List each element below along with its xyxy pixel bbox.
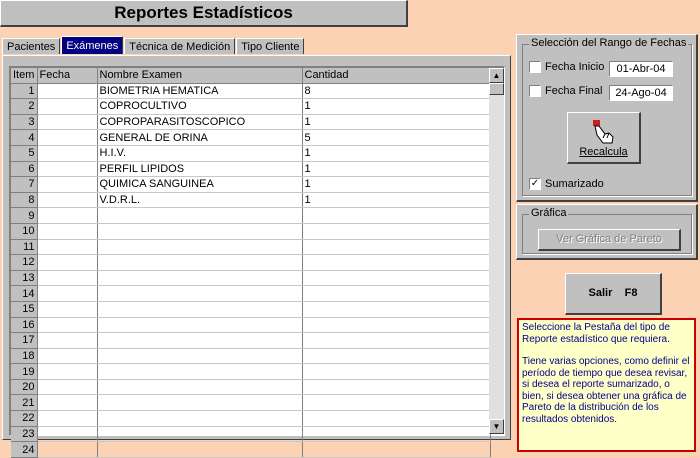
- cell-item: 18: [11, 348, 37, 364]
- cell-cantidad: [302, 255, 490, 271]
- cell-nombre-examen: [97, 270, 302, 286]
- column-header-cantidad[interactable]: Cantidad: [302, 68, 490, 83]
- table-row[interactable]: [11, 145, 490, 161]
- cell-nombre-examen: QUIMICA SANGUINEA: [97, 177, 302, 193]
- column-header-item[interactable]: Item: [11, 68, 37, 83]
- end-date-field[interactable]: 24-Ago-04: [609, 85, 673, 101]
- cell-item: 8: [11, 192, 37, 208]
- cell-nombre-examen: [97, 364, 302, 380]
- table-row[interactable]: [11, 379, 490, 395]
- cell-fecha: [37, 364, 97, 380]
- exit-button[interactable]: Salir F8: [565, 273, 662, 315]
- column-header-nombre-examen[interactable]: Nombre Examen: [97, 68, 302, 83]
- cell-fecha: [37, 239, 97, 255]
- results-grid[interactable]: [9, 66, 505, 456]
- help-text-1: Seleccione la Pestaña del tipo de Reporte estadístico que requiera.: [522, 322, 670, 345]
- cell-cantidad: 8: [302, 83, 490, 99]
- cell-nombre-examen: [97, 239, 302, 255]
- cell-cantidad: [302, 379, 490, 395]
- pointing-hand-icon: [589, 116, 619, 146]
- summarized-checkbox[interactable]: [529, 178, 541, 190]
- cell-nombre-examen: PERFIL LIPIDOS: [97, 161, 302, 177]
- cell-item: 21: [11, 395, 37, 411]
- cell-item: 9: [11, 208, 37, 224]
- results-table: [11, 68, 491, 458]
- cell-fecha: [37, 130, 97, 146]
- cell-item: 24: [11, 442, 37, 458]
- cell-cantidad: [302, 348, 490, 364]
- table-row[interactable]: [11, 317, 490, 333]
- cell-item: 5: [11, 145, 37, 161]
- cell-item: 19: [11, 364, 37, 380]
- cell-nombre-examen: [97, 286, 302, 302]
- cell-fecha: [37, 333, 97, 349]
- page-title: Reportes Estadísticos: [0, 0, 408, 27]
- cell-nombre-examen: H.I.V.: [97, 145, 302, 161]
- date-range-group: [522, 37, 692, 196]
- cell-nombre-examen: [97, 379, 302, 395]
- cell-nombre-examen: [97, 348, 302, 364]
- tab-tecnica-medicion[interactable]: Técnica de Medición: [124, 38, 235, 54]
- scroll-thumb[interactable]: [489, 83, 504, 95]
- scroll-down-arrow-icon[interactable]: ▼: [489, 419, 504, 434]
- table-row[interactable]: [11, 442, 490, 458]
- cell-cantidad: [302, 286, 490, 302]
- cell-cantidad: [302, 426, 490, 442]
- start-date-label: Fecha Inicio: [545, 61, 605, 73]
- cell-nombre-examen: [97, 333, 302, 349]
- cell-nombre-examen: COPROCULTIVO: [97, 99, 302, 115]
- cell-fecha: [37, 192, 97, 208]
- report-tabs: [2, 38, 305, 56]
- cell-fecha: [37, 426, 97, 442]
- cell-fecha: [37, 145, 97, 161]
- cell-nombre-examen: COPROPARASITOSCOPICO: [97, 114, 302, 130]
- cell-item: 20: [11, 379, 37, 395]
- cell-cantidad: [302, 395, 490, 411]
- cell-fecha: [37, 114, 97, 130]
- cell-fecha: [37, 255, 97, 271]
- tab-pacientes[interactable]: Pacientes: [2, 38, 60, 54]
- table-row[interactable]: [11, 208, 490, 224]
- cell-item: 17: [11, 333, 37, 349]
- table-row[interactable]: [11, 99, 490, 115]
- table-row[interactable]: [11, 192, 490, 208]
- cell-item: 10: [11, 223, 37, 239]
- cell-item: 4: [11, 130, 37, 146]
- cell-item: 1: [11, 83, 37, 99]
- cell-fecha: [37, 208, 97, 224]
- cell-item: 12: [11, 255, 37, 271]
- cell-cantidad: 1: [302, 192, 490, 208]
- cell-fecha: [37, 83, 97, 99]
- cell-item: 2: [11, 99, 37, 115]
- cell-item: 23: [11, 426, 37, 442]
- help-panel: [517, 318, 696, 452]
- cell-cantidad: 1: [302, 99, 490, 115]
- cell-fecha: [37, 317, 97, 333]
- cell-nombre-examen: [97, 442, 302, 458]
- table-row[interactable]: [11, 286, 490, 302]
- pareto-chart-button[interactable]: Ver Gráfica de Pareto: [538, 229, 681, 251]
- cell-item: 14: [11, 286, 37, 302]
- end-date-checkbox[interactable]: [529, 85, 541, 97]
- help-text-2: Tiene varias opciones, como definir el período de tiempo que desea revisar, si desea el reporte sumarizado, o bien, si desea obtener una gráfica de Pareto de la distribución de los resultados obtenidos.: [522, 356, 690, 425]
- cell-cantidad: [302, 317, 490, 333]
- chart-panel: [516, 204, 698, 260]
- table-row[interactable]: [11, 223, 490, 239]
- recalculate-label: Recalcula: [579, 146, 628, 158]
- cell-nombre-examen: GENERAL DE ORINA: [97, 130, 302, 146]
- cell-cantidad: 1: [302, 177, 490, 193]
- cell-cantidad: [302, 239, 490, 255]
- chart-group: [522, 207, 692, 254]
- table-row[interactable]: [11, 130, 490, 146]
- table-row[interactable]: [11, 270, 490, 286]
- table-row[interactable]: [11, 177, 490, 193]
- cell-item: 16: [11, 317, 37, 333]
- cell-nombre-examen: [97, 395, 302, 411]
- cell-cantidad: 5: [302, 130, 490, 146]
- table-row[interactable]: [11, 255, 490, 271]
- cell-item: 13: [11, 270, 37, 286]
- table-row[interactable]: [11, 301, 490, 317]
- start-date-checkbox[interactable]: [529, 61, 541, 73]
- tab-examenes[interactable]: Exámenes: [61, 36, 123, 54]
- cell-item: 11: [11, 239, 37, 255]
- cell-nombre-examen: BIOMETRIA HEMATICA: [97, 83, 302, 99]
- cell-nombre-examen: [97, 317, 302, 333]
- summarized-label: Sumarizado: [545, 178, 604, 190]
- grid-body: [11, 83, 490, 457]
- date-range-legend: Selección del Rango de Fechas: [531, 37, 687, 49]
- cell-cantidad: [302, 270, 490, 286]
- vertical-scrollbar[interactable]: [489, 68, 504, 434]
- cell-fecha: [37, 395, 97, 411]
- grid-header-row: [11, 68, 490, 83]
- cell-cantidad: 1: [302, 145, 490, 161]
- table-row[interactable]: [11, 333, 490, 349]
- cell-item: 7: [11, 177, 37, 193]
- cell-nombre-examen: V.D.R.L.: [97, 192, 302, 208]
- chart-legend: Gráfica: [531, 207, 567, 219]
- table-row[interactable]: [11, 83, 490, 99]
- cell-nombre-examen: [97, 426, 302, 442]
- table-row[interactable]: [11, 161, 490, 177]
- cell-cantidad: [302, 411, 490, 427]
- cell-cantidad: [302, 301, 490, 317]
- cell-fecha: [37, 379, 97, 395]
- cell-cantidad: 1: [302, 161, 490, 177]
- cell-item: 3: [11, 114, 37, 130]
- cell-nombre-examen: [97, 411, 302, 427]
- table-row[interactable]: [11, 239, 490, 255]
- cell-cantidad: [302, 208, 490, 224]
- cell-cantidad: [302, 364, 490, 380]
- cell-fecha: [37, 161, 97, 177]
- cell-fecha: [37, 411, 97, 427]
- cell-nombre-examen: [97, 301, 302, 317]
- cell-cantidad: [302, 442, 490, 458]
- tab-tipo-cliente[interactable]: Tipo Cliente: [236, 38, 304, 54]
- cell-fecha: [37, 348, 97, 364]
- date-range-panel: [516, 34, 698, 202]
- cell-fecha: [37, 442, 97, 458]
- cell-fecha: [37, 223, 97, 239]
- cell-fecha: [37, 270, 97, 286]
- cell-item: 15: [11, 301, 37, 317]
- table-row[interactable]: [11, 364, 490, 380]
- cell-item: 22: [11, 411, 37, 427]
- table-row[interactable]: [11, 395, 490, 411]
- cell-nombre-examen: [97, 255, 302, 271]
- table-row[interactable]: [11, 426, 490, 442]
- recalculate-button[interactable]: [567, 112, 641, 164]
- cell-fecha: [37, 177, 97, 193]
- cell-cantidad: 1: [302, 114, 490, 130]
- cell-nombre-examen: [97, 223, 302, 239]
- tab-panel-examenes: [2, 55, 511, 456]
- cell-fecha: [37, 286, 97, 302]
- cell-cantidad: [302, 223, 490, 239]
- cell-fecha: [37, 301, 97, 317]
- cell-item: 6: [11, 161, 37, 177]
- table-row[interactable]: [11, 411, 490, 427]
- cell-nombre-examen: [97, 208, 302, 224]
- end-date-label: Fecha Final: [545, 85, 603, 97]
- cell-fecha: [37, 99, 97, 115]
- start-date-field[interactable]: 01-Abr-04: [609, 61, 673, 77]
- table-row[interactable]: [11, 348, 490, 364]
- cell-cantidad: [302, 333, 490, 349]
- checkmark-icon: ✓: [530, 178, 540, 189]
- table-row[interactable]: [11, 114, 490, 130]
- column-header-fecha[interactable]: Fecha: [37, 68, 97, 83]
- scroll-up-arrow-icon[interactable]: ▲: [489, 68, 504, 83]
